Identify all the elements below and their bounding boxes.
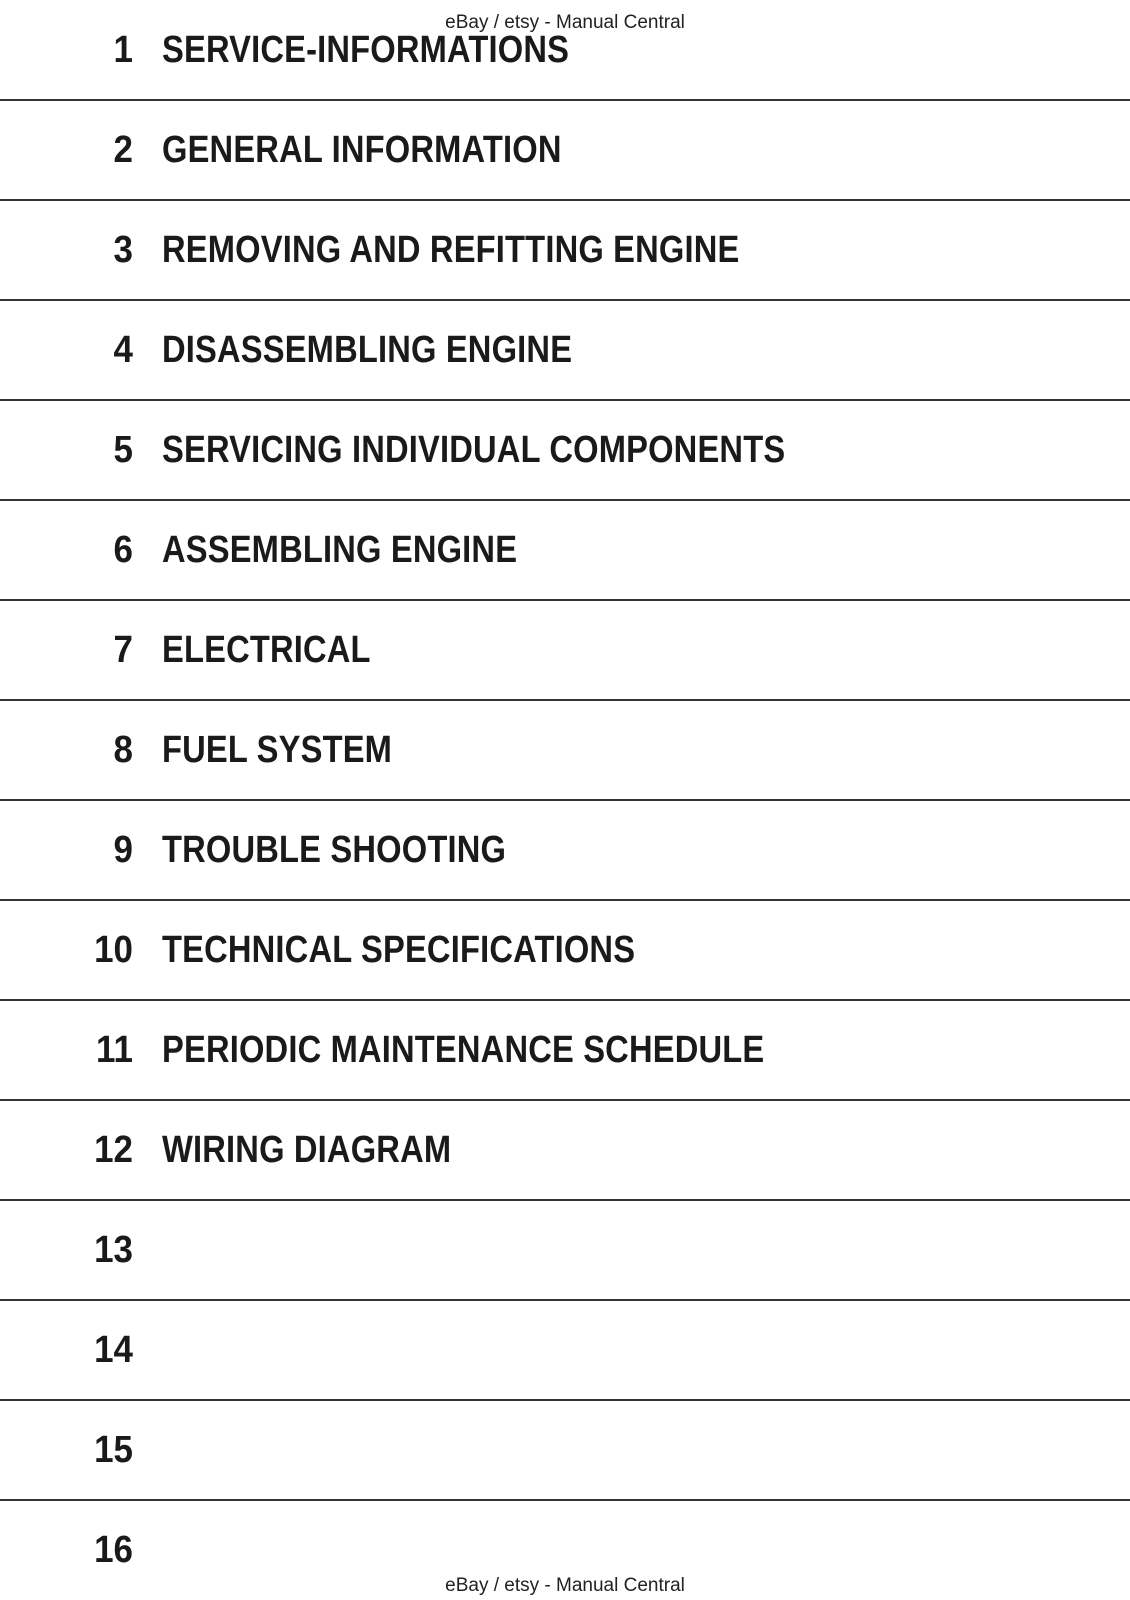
toc-title: TECHNICAL SPECIFICATIONS — [162, 929, 636, 971]
toc-number: 3 — [113, 229, 133, 271]
toc-row-5[interactable] — [0, 400, 1130, 500]
toc-number: 13 — [94, 1229, 133, 1271]
toc-row-11[interactable] — [0, 1000, 1130, 1100]
toc-row-9[interactable] — [0, 800, 1130, 900]
watermark-top: eBay / etsy - Manual Central — [445, 12, 685, 33]
toc-row-8[interactable] — [0, 700, 1130, 800]
toc-title: TROUBLE SHOOTING — [162, 829, 507, 871]
toc-row-7[interactable] — [0, 600, 1130, 700]
toc-row-6[interactable] — [0, 500, 1130, 600]
toc-title: GENERAL INFORMATION — [162, 129, 562, 171]
toc-row-13[interactable] — [0, 1200, 1130, 1300]
toc-number: 7 — [113, 629, 133, 671]
toc-number: 2 — [113, 129, 133, 171]
toc-number: 5 — [113, 429, 133, 471]
toc-row-2[interactable] — [0, 100, 1130, 200]
toc-row-10[interactable] — [0, 900, 1130, 1000]
toc-number: 12 — [94, 1129, 133, 1171]
toc-title: SERVICE-INFORMATIONS — [162, 29, 570, 71]
watermark-bottom: eBay / etsy - Manual Central — [445, 1575, 685, 1596]
toc-row-14[interactable] — [0, 1300, 1130, 1400]
toc-title: ELECTRICAL — [162, 629, 371, 671]
toc-title: REMOVING AND REFITTING ENGINE — [162, 229, 740, 271]
toc-number: 15 — [94, 1429, 133, 1471]
toc-number: 14 — [94, 1329, 133, 1371]
toc-row-15[interactable] — [0, 1400, 1130, 1500]
toc-title: SERVICING INDIVIDUAL COMPONENTS — [162, 429, 786, 471]
toc-title: ASSEMBLING ENGINE — [162, 529, 518, 571]
toc-title: FUEL SYSTEM — [162, 729, 393, 771]
toc-number: 6 — [113, 529, 133, 571]
toc-title: PERIODIC MAINTENANCE SCHEDULE — [162, 1029, 765, 1071]
toc-title: WIRING DIAGRAM — [162, 1129, 452, 1171]
toc-number: 11 — [96, 1029, 133, 1071]
toc-row-12[interactable] — [0, 1100, 1130, 1200]
toc-number: 8 — [113, 729, 133, 771]
toc-row-4[interactable] — [0, 300, 1130, 400]
toc-number: 16 — [94, 1529, 133, 1571]
toc-number: 10 — [94, 929, 133, 971]
toc-row-3[interactable] — [0, 200, 1130, 300]
toc-number: 1 — [113, 29, 133, 71]
toc-number: 9 — [113, 829, 133, 871]
toc-number: 4 — [113, 329, 133, 371]
toc-title: DISASSEMBLING ENGINE — [162, 329, 573, 371]
